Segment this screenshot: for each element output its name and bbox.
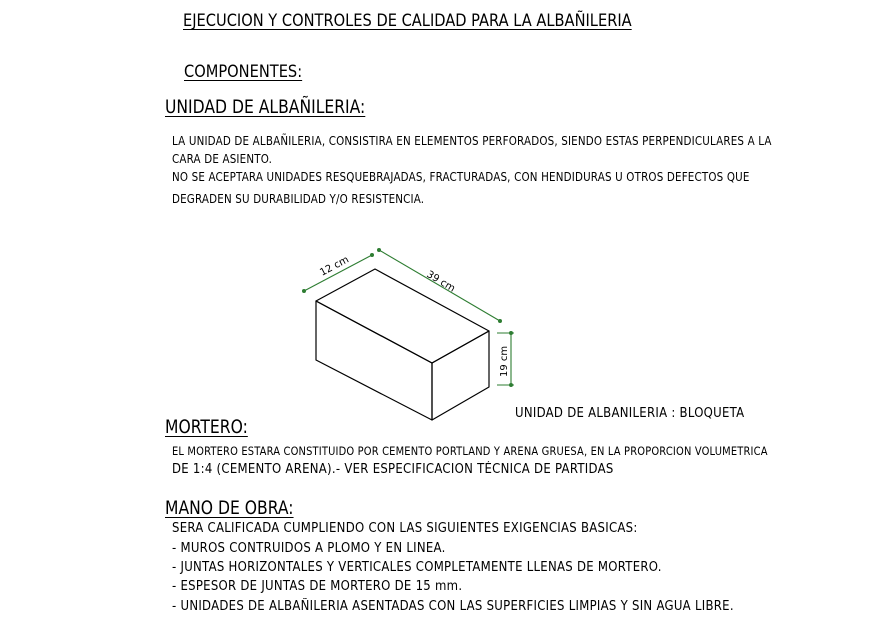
- unidad-line-3: NO SE ACEPTARA UNIDADES RESQUEBRAJADAS, FRACTURADAS, CON HENDIDURAS U OTROS DEFECTOS QUE: [172, 170, 750, 184]
- mortero-line-1: EL MORTERO ESTARA CONSTITUIDO POR CEMENTO PORTLAND Y ARENA GRUESA, EN LA PROPORCION VOLUMETRICA: [172, 444, 768, 458]
- unidad-line-2: CARA DE ASIENTO.: [172, 152, 273, 166]
- drawing-caption: UNIDAD DE ALBANILERIA : BLOQUETA: [515, 406, 745, 421]
- block-top-face: [316, 269, 489, 363]
- block-front-face: [316, 301, 432, 420]
- dim-height-label: 19 cm: [499, 345, 510, 377]
- mano-obra-line-4: - ESPESOR DE JUNTAS DE MORTERO DE 15 mm.: [172, 579, 463, 594]
- mortero-heading: MORTERO:: [165, 416, 248, 438]
- document-title: EJECUCION Y CONTROLES DE CALIDAD PARA LA ALBAÑILERIA: [183, 11, 632, 31]
- mortero-line-2: DE 1:4 (CEMENTO ARENA).- VER ESPECIFICACION TÉCNICA DE PARTIDAS: [172, 462, 614, 477]
- mano-obra-heading: MANO DE OBRA:: [165, 497, 294, 519]
- unidad-line-4: DEGRADEN SU DURABILIDAD Y/O RESISTENCIA.: [172, 192, 425, 206]
- mano-obra-line-5: - UNIDADES DE ALBAÑILERIA ASENTADAS CON LAS SUPERFICIES LIMPIAS Y SIN AGUA LIBRE.: [172, 599, 734, 614]
- mano-obra-line-2: - MUROS CONTRUIDOS A PLOMO Y EN LINEA.: [172, 541, 446, 556]
- mano-obra-line-3: - JUNTAS HORIZONTALES Y VERTICALES COMPLETAMENTE LLENAS DE MORTERO.: [172, 560, 662, 575]
- components-heading: COMPONENTES:: [184, 62, 303, 82]
- dim-width-label: 12 cm: [318, 254, 351, 279]
- mano-obra-line-1: SERA CALIFICADA CUMPLIENDO CON LAS SIGUIENTES EXIGENCIAS BASICAS:: [172, 521, 638, 536]
- unidad-heading: UNIDAD DE ALBAÑILERIA:: [165, 96, 366, 118]
- unidad-line-1: LA UNIDAD DE ALBAÑILERIA, CONSISTIRA EN ELEMENTOS PERFORADOS, SIENDO ESTAS PERPENDICULARES A LA: [172, 134, 772, 148]
- dim-length-label: 39 cm: [424, 269, 457, 295]
- block-side-face: [432, 331, 489, 420]
